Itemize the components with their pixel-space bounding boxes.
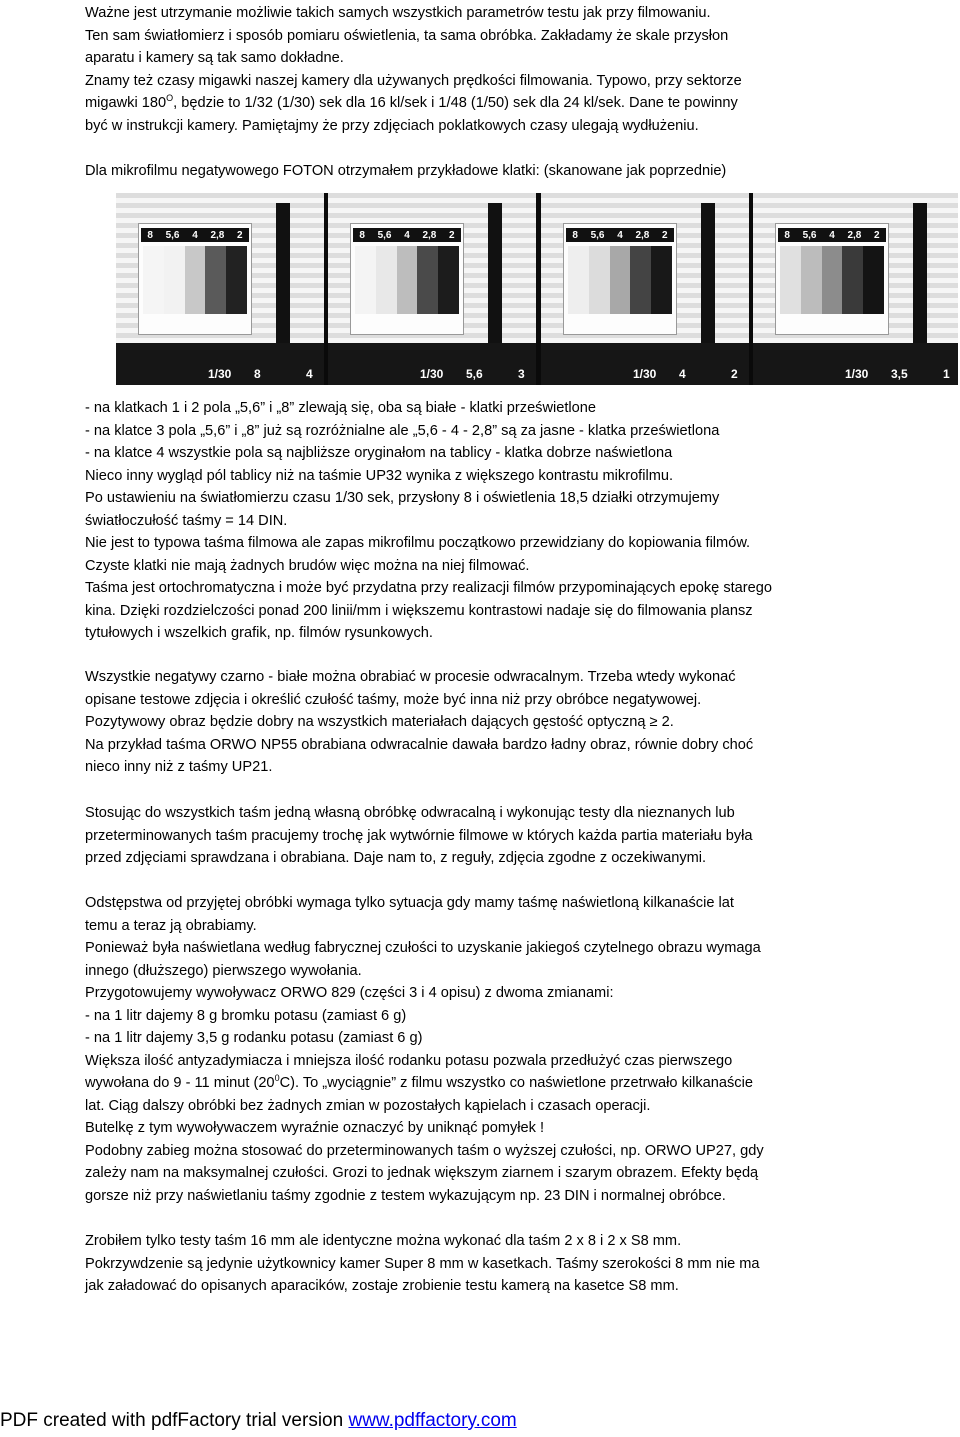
text-line: nieco inny niż z taśmy UP21. bbox=[85, 759, 273, 775]
aperture-label: 4 bbox=[829, 229, 835, 241]
aperture-row bbox=[353, 228, 461, 242]
gray-fields bbox=[568, 246, 672, 314]
shutter-label: 1/30 bbox=[420, 367, 444, 381]
gray-field bbox=[143, 246, 164, 314]
aperture-label: 5,6 bbox=[802, 229, 817, 241]
aperture-label: 2,8 bbox=[422, 229, 437, 241]
fstop-label: 5,6 bbox=[466, 367, 483, 381]
test-chart bbox=[350, 223, 464, 335]
text-line: Ważne jest utrzymanie możliwie takich samych wszystkich parametrów testu jak przy filmowaniu. bbox=[85, 5, 711, 21]
text-segment: migawki 180 bbox=[85, 95, 167, 111]
text-line: Większa ilość antyzadymiacza i mniejsza ilość rodanku potasu pozwala przedłużyć czas pierwszego bbox=[85, 1052, 733, 1069]
text-line: opisane testowe zdjęcia i określić czułość taśmy, może być inna niż przy obróbce negatywowej. bbox=[85, 691, 702, 708]
gray-field bbox=[651, 246, 672, 314]
paragraph bbox=[85, 802, 960, 870]
shutter-label: 1/30 bbox=[208, 367, 232, 381]
text-line: Dla mikrofilmu negatywowego FOTON otrzymałem przykładowe klatki: (skanowane jak poprzednie) bbox=[85, 163, 727, 179]
field-label: 3 bbox=[518, 367, 525, 381]
gray-field bbox=[417, 246, 438, 314]
test-chart bbox=[138, 223, 252, 335]
text-line: - na klatce 3 pola „5,6” i „8” już są rozróżnialne ale „5,6 - 4 - 2,8” są za jasne - klatka prześwietlona bbox=[85, 422, 720, 439]
gray-field bbox=[589, 246, 610, 314]
text-line: przeterminowanych taśm pracujemy trochę jak wytwórnie filmowe w których każda partia materiału była bbox=[85, 827, 753, 844]
aperture-row bbox=[778, 228, 886, 242]
gray-field bbox=[842, 246, 863, 314]
fstop-label: 8 bbox=[254, 367, 261, 381]
gray-fields bbox=[355, 246, 459, 314]
footer-link[interactable]: www.pdffactory.com bbox=[348, 1410, 517, 1431]
text-line: Podobny zabieg można stosować do przeterminowanych taśm o wyższej czułości, np. ORWO UP27, gdy bbox=[85, 1142, 764, 1159]
text-line: Taśma jest ortochromatyczna i może być przydatna przy realizacji filmów przypominających epokę starego bbox=[85, 580, 772, 596]
text-line: zależy nam na maksymalnej czułości. Grozi to jednak większym ziarnem i szarym obrazem. Efekty będą bbox=[85, 1165, 759, 1181]
aperture-label: 4 bbox=[404, 229, 410, 241]
gray-field bbox=[355, 246, 376, 314]
test-chart bbox=[563, 223, 677, 335]
text-segment: wywołana do 9 - 11 minut (20 bbox=[85, 1075, 275, 1091]
aperture-label: 2,8 bbox=[210, 229, 225, 241]
fstop-label: 3,5 bbox=[891, 367, 908, 381]
aperture-label: 8 bbox=[359, 229, 365, 241]
text-line: lat. Ciąg dalszy obróbki bez żadnych zmian w pozostałych kąpielach i czasach operacji. bbox=[85, 1097, 651, 1114]
text-line: Czyste klatki nie mają żadnych brudów więc można na niej filmować. bbox=[85, 557, 530, 574]
aperture-label: 5,6 bbox=[165, 229, 180, 241]
text-line: jak załadować do opisanych aparacików, zostaje zrobienie testu kamerą na kasetce S8 mm. bbox=[85, 1278, 679, 1294]
text-line: temu a teraz ją obrabiamy. bbox=[85, 917, 257, 934]
text-line: - na 1 litr dajemy 3,5 g rodanku potasu (zamiast 6 g) bbox=[85, 1030, 423, 1046]
field-label: 1 bbox=[943, 367, 950, 381]
text-line: Stosując do wszystkich taśm jedną własną obróbkę odwracalną i wykonując testy dla nieznanych lub bbox=[85, 805, 735, 821]
aperture-label: 4 bbox=[192, 229, 198, 241]
text-line: Ponieważ była naświetlana według fabrycznej czułości to uzyskanie jakiegoś czytelnego obrazu wymaga bbox=[85, 940, 761, 956]
aperture-label: 5,6 bbox=[377, 229, 392, 241]
text-line: kina. Dzięki rozdzielczości ponad 200 linii/mm i większemu kontrastowi nadaje się do filmowania plansz bbox=[85, 602, 753, 619]
text-line: Odstępstwa od przyjętej obróbki wymaga tylko sytuacja gdy mamy taśmę naświetloną kilkanaście lat bbox=[85, 895, 734, 911]
paragraph bbox=[85, 2, 960, 137]
gray-field bbox=[780, 246, 801, 314]
superscript: O bbox=[166, 93, 174, 104]
frame-post bbox=[913, 203, 927, 343]
text-line: przed zdjęciami sprawdzana i obrabiana. Daje nam to, z reguły, zdjęcia zgodne z oczekiwanymi. bbox=[85, 850, 707, 866]
gray-field bbox=[226, 246, 247, 314]
paragraph bbox=[85, 397, 960, 645]
film-frame-2 bbox=[328, 193, 536, 385]
frame-caption bbox=[328, 361, 536, 381]
text-line: Wszystkie negatywy czarno - białe można obrabiać w procesie odwracalnym. Trzeba wtedy wykonać bbox=[85, 669, 736, 685]
text-line: aparatu i kamery są tak samo dokładne. bbox=[85, 50, 344, 66]
aperture-label: 2 bbox=[449, 229, 455, 241]
text-line: być w instrukcji kamery. Pamiętajmy że przy zdjęciach poklatkowych czasy ulegają wydłużeniu. bbox=[85, 117, 699, 134]
frame-caption bbox=[116, 361, 324, 381]
text-segment: C). To „wyciągnie” z filmu wszystko co naświetlone przetrwało kilkanaście bbox=[279, 1075, 753, 1091]
aperture-row bbox=[566, 228, 674, 242]
gray-field bbox=[568, 246, 589, 314]
text-line: Pokrzywdzenie są jedynie użytkownicy kamer Super 8 mm w kasetkach. Taśmy szerokości 8 mm nie ma bbox=[85, 1255, 760, 1272]
text-line: gorsze niż przy naświetlaniu taśmy zgodnie z testem wykazującym np. 23 DIN i normalnej obróbce. bbox=[85, 1187, 726, 1204]
test-chart bbox=[775, 223, 889, 335]
superscript: 0 bbox=[274, 1073, 280, 1084]
gray-field bbox=[630, 246, 651, 314]
frame-post bbox=[701, 203, 715, 343]
fstop-label: 4 bbox=[679, 367, 686, 381]
text-line: Zrobiłem tylko testy taśm 16 mm ale identyczne można wykonać dla taśm 2 x 8 i 2 x S8 mm. bbox=[85, 1233, 682, 1249]
text-line: Po ustawieniu na światłomierzu czasu 1/30 sek, przysłony 8 i oświetlenia 18,5 działki otrzymujemy bbox=[85, 490, 720, 506]
gray-fields bbox=[143, 246, 247, 314]
gray-field bbox=[205, 246, 226, 314]
gray-field bbox=[801, 246, 822, 314]
frame-post bbox=[488, 203, 502, 343]
text-segment: , będzie to 1/32 (1/30) sek dla 16 kl/sek i 1/48 (1/50) sek dla 24 kl/sek. Dane te powinny bbox=[173, 95, 738, 111]
text-line: Przygotowujemy wywoływacz ORWO 829 (części 3 i 4 opisu) z dwoma zmianami: bbox=[85, 985, 614, 1001]
gray-field bbox=[376, 246, 397, 314]
aperture-label: 4 bbox=[617, 229, 623, 241]
gray-field bbox=[438, 246, 459, 314]
text-line bbox=[85, 1072, 960, 1095]
text-line: Pozytywowy obraz będzie dobry na wszystkich materiałach dających gęstość optyczną ≥ 2. bbox=[85, 714, 674, 730]
film-frame-1 bbox=[116, 193, 324, 385]
text-line: Na przykład taśma ORWO NP55 obrabiana odwracalnie dawała bardzo ładny obraz, równie dobry choć bbox=[85, 736, 754, 753]
text-line: - na 1 litr dajemy 8 g bromku potasu (zamiast 6 g) bbox=[85, 1007, 407, 1024]
frame-caption bbox=[753, 361, 958, 381]
paragraph bbox=[85, 666, 960, 779]
aperture-label: 5,6 bbox=[590, 229, 605, 241]
paragraph bbox=[85, 1230, 960, 1298]
gray-field bbox=[863, 246, 884, 314]
text-line: Ten sam światłomierz i sposób pomiaru oświetlenia, ta sama obróbka. Zakładamy że skale przysłon bbox=[85, 27, 729, 44]
film-frame-3 bbox=[541, 193, 749, 385]
paragraph bbox=[85, 892, 960, 1207]
shutter-label: 1/30 bbox=[633, 367, 657, 381]
text-line: Nieco inny wygląd pól tablicy niż na taśmie UP32 wynika z większego kontrastu mikrofilmu. bbox=[85, 467, 674, 484]
gray-fields bbox=[780, 246, 884, 314]
film-frame-4 bbox=[753, 193, 958, 385]
gray-field bbox=[822, 246, 843, 314]
text-line: Znamy też czasy migawki naszej kamery dla używanych prędkości filmowania. Typowo, przy sektorze bbox=[85, 72, 742, 89]
text-line: Butelkę z tym wywoływaczem wyraźnie oznaczyć by uniknąć pomyłek ! bbox=[85, 1120, 545, 1136]
aperture-label: 8 bbox=[784, 229, 790, 241]
paragraph bbox=[85, 160, 960, 183]
text-line bbox=[85, 92, 960, 115]
text-line: - na klatkach 1 i 2 pola „5,6” i „8” zlewają się, oba są białe - klatki prześwietlone bbox=[85, 400, 597, 416]
aperture-label: 8 bbox=[147, 229, 153, 241]
film-strip-image bbox=[116, 193, 958, 385]
field-label: 4 bbox=[306, 367, 313, 381]
shutter-label: 1/30 bbox=[845, 367, 869, 381]
gray-field bbox=[185, 246, 206, 314]
text-line: światłoczułość taśmy = 14 DIN. bbox=[85, 512, 288, 529]
text-line: - na klatce 4 wszystkie pola są najbliższe oryginałom na tablicy - klatka dobrze naświetlona bbox=[85, 445, 673, 461]
pdf-footer bbox=[0, 1409, 517, 1433]
aperture-label: 8 bbox=[572, 229, 578, 241]
footer-prefix: PDF created with pdfFactory trial version bbox=[0, 1410, 349, 1431]
frame-post bbox=[276, 203, 290, 343]
aperture-row bbox=[141, 228, 249, 242]
frame-caption bbox=[541, 361, 749, 381]
text-line: tytułowych i wszelkich grafik, np. filmów rysunkowych. bbox=[85, 625, 433, 641]
gray-field bbox=[164, 246, 185, 314]
aperture-label: 2 bbox=[662, 229, 668, 241]
aperture-label: 2,8 bbox=[635, 229, 650, 241]
text-line: Nie jest to typowa taśma filmowa ale zapas mikrofilmu początkowo przewidziany do kopiowania filmów. bbox=[85, 535, 751, 551]
field-label: 2 bbox=[731, 367, 738, 381]
gray-field bbox=[397, 246, 418, 314]
aperture-label: 2,8 bbox=[847, 229, 862, 241]
gray-field bbox=[610, 246, 631, 314]
text-line: innego (dłuższego) pierwszego wywołania. bbox=[85, 962, 362, 979]
aperture-label: 2 bbox=[237, 229, 243, 241]
aperture-label: 2 bbox=[874, 229, 880, 241]
